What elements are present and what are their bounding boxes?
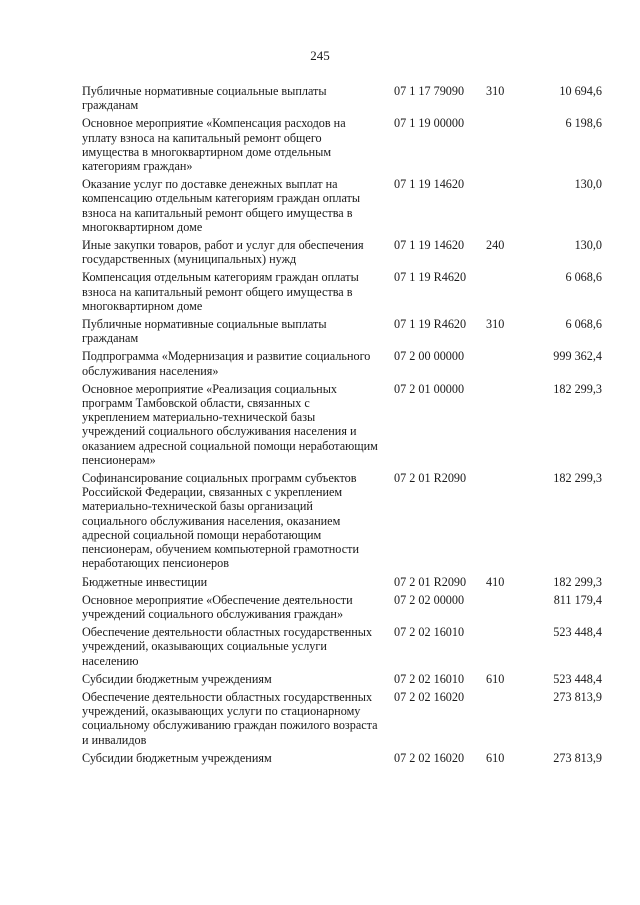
table-row xyxy=(82,349,602,377)
row-amount: 273 813,9 xyxy=(553,750,602,765)
row-name: Субсидии бюджетным учреждениям xyxy=(82,671,272,686)
row-amount: 523 448,4 xyxy=(553,625,602,640)
row-name: Бюджетные инвестиции xyxy=(82,574,208,589)
row-type: 240 xyxy=(486,238,505,253)
page-number: 245 xyxy=(310,48,330,63)
table-row xyxy=(82,270,602,313)
row-name: Субсидии бюджетным учреждениям xyxy=(82,750,272,765)
row-name: Публичные нормативные социальные выплаты гражданам xyxy=(82,317,327,346)
table-row xyxy=(82,116,602,173)
table-row xyxy=(82,238,602,266)
row-type: 410 xyxy=(486,574,505,589)
row-amount: 523 448,4 xyxy=(553,671,602,686)
row-name: Основное мероприятие «Реализация социальных программ Тамбовской области, связанных с укреплением материально-технической базы учреждений социального обслуживания населения и оказанием адресной социальной помощи неработающим пенсионерам» xyxy=(82,381,378,467)
row-amount: 182 299,3 xyxy=(553,471,602,486)
row-type: 610 xyxy=(486,750,505,765)
table-row xyxy=(82,593,602,621)
row-name: Компенсация отдельным категориям граждан оплаты взноса на капитальный ремонт общего имущества в многоквартирном доме xyxy=(82,270,359,313)
table-row xyxy=(82,177,602,234)
row-code: 07 1 17 79090 xyxy=(394,84,465,98)
row-amount: 811 179,4 xyxy=(553,592,602,607)
table-row xyxy=(82,84,602,112)
row-amount: 6 068,6 xyxy=(565,270,602,285)
row-name: Иные закупки товаров, работ и услуг для обеспечения государственных (муниципальных) нужд xyxy=(82,238,364,267)
table-row xyxy=(82,672,602,686)
row-amount: 999 362,4 xyxy=(553,349,602,364)
row-amount: 130,0 xyxy=(574,177,602,192)
table-row xyxy=(82,382,602,467)
row-name: Обеспечение деятельности областных государственных учреждений, оказывающих услуги по стационарному социальному обслуживанию граждан пожилого возраста и инвалидов xyxy=(82,689,378,747)
row-amount: 182 299,3 xyxy=(553,574,602,589)
row-code: 07 1 19 14620 xyxy=(394,177,465,192)
row-amount: 6 198,6 xyxy=(565,116,602,131)
row-name: Публичные нормативные социальные выплаты гражданам xyxy=(82,84,327,113)
row-code: 07 2 02 16010 xyxy=(394,625,465,640)
row-code: 07 2 02 00000 xyxy=(394,592,465,607)
table-row xyxy=(82,471,602,570)
row-code: 07 1 19 14620 xyxy=(394,238,465,253)
row-code: 07 2 01 R2090 xyxy=(394,574,467,589)
row-amount: 130,0 xyxy=(574,238,602,253)
row-code: 07 2 02 16020 xyxy=(394,750,465,765)
table-row xyxy=(82,575,602,589)
row-type: 310 xyxy=(486,84,505,98)
table-row xyxy=(82,751,602,765)
row-name: Подпрограмма «Модернизация и развитие социального обслуживания населения» xyxy=(82,349,371,378)
row-name: Софинансирование социальных программ субъектов Российской Федерации, связанных с укреплением материально-технической базы организаций социального обслуживания населения, оказанием адресной социальной помощи неработающим пенсионерам, обучением компьютерной грамотности неработающих пенсионеров xyxy=(82,471,359,571)
table-row xyxy=(82,625,602,668)
row-code: 07 2 00 00000 xyxy=(394,349,465,364)
table-row xyxy=(82,317,602,345)
row-name: Оказание услуг по доставке денежных выплат на компенсацию отдельным категориям граждан оплаты взноса на капитальный ремонт общего имущества в многоквартирном доме xyxy=(82,177,361,234)
row-code: 07 2 01 R2090 xyxy=(394,471,467,486)
table-row xyxy=(82,690,602,747)
row-name: Основное мероприятие «Обеспечение деятельности учреждений социального обслуживания граждан» xyxy=(82,592,353,621)
row-amount: 10 694,6 xyxy=(559,84,602,98)
row-code: 07 2 01 00000 xyxy=(394,381,465,396)
row-type: 310 xyxy=(486,317,505,332)
row-amount: 273 813,9 xyxy=(553,689,602,704)
row-type: 610 xyxy=(486,671,505,686)
row-code: 07 2 02 16020 xyxy=(394,689,465,704)
row-amount: 182 299,3 xyxy=(553,381,602,396)
row-name: Обеспечение деятельности областных государственных учреждений, оказывающих социальные услуги населению xyxy=(82,625,373,668)
row-code: 07 1 19 R4620 xyxy=(394,317,467,332)
budget-table xyxy=(82,84,602,769)
row-code: 07 2 02 16010 xyxy=(394,671,465,686)
row-name: Основное мероприятие «Компенсация расходов на уплату взноса на капитальный ремонт общего имущества в многоквартирном доме отдельным категориям граждан» xyxy=(82,116,346,174)
row-code: 07 1 19 00000 xyxy=(394,116,465,131)
row-amount: 6 068,6 xyxy=(565,317,602,332)
row-code: 07 1 19 R4620 xyxy=(394,270,467,285)
